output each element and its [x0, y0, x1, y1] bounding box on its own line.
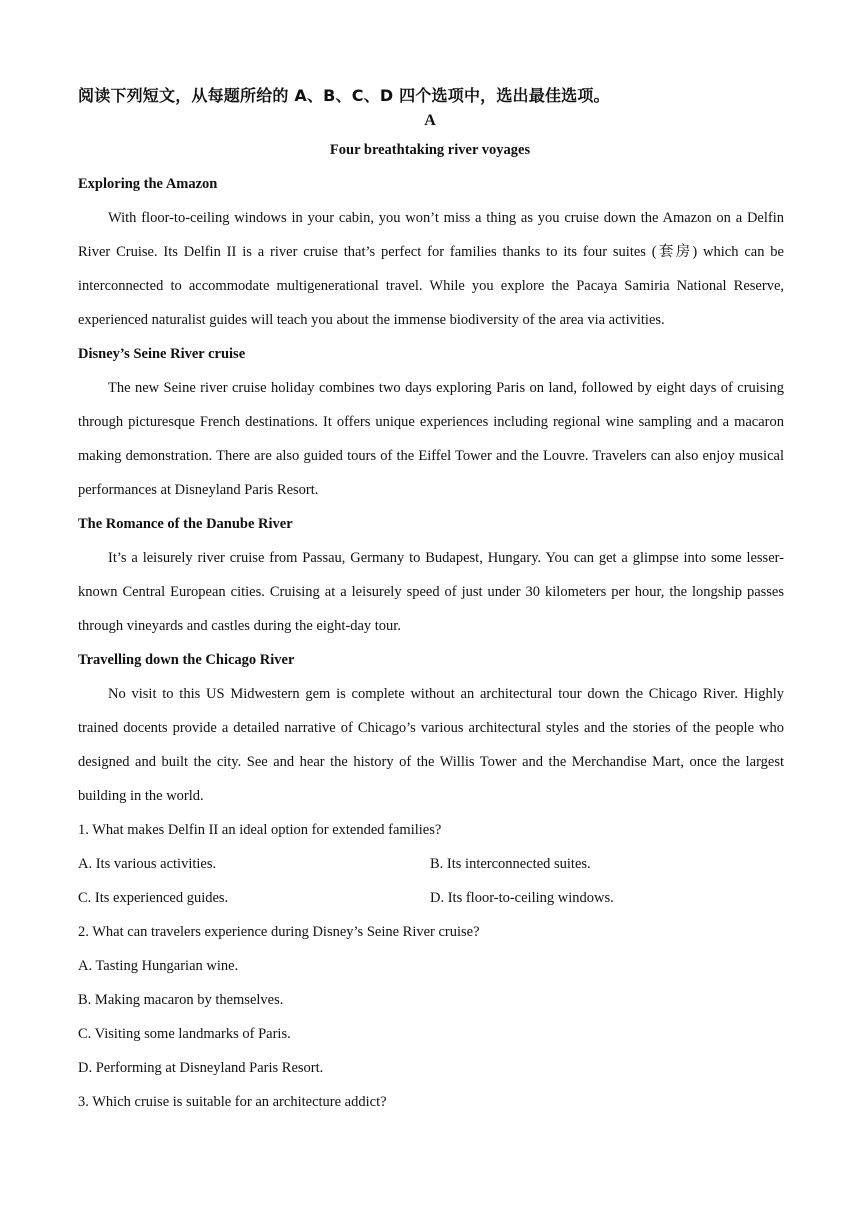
passage-title: Four breathtaking river voyages — [329, 142, 531, 158]
option-b[interactable]: B. Making macaron by themselves. — [78, 992, 284, 1008]
question-stem: 2. What can travelers experience during Disney’s Seine River cruise? — [78, 924, 480, 940]
section-seine — [78, 337, 784, 507]
section-heading: Exploring the Amazon — [78, 176, 218, 192]
section-heading: The Romance of the Danube River — [78, 516, 293, 532]
section-danube — [78, 507, 784, 643]
section-paragraph: It’s a leisurely river cruise from Passau, Germany to Budapest, Hungary. You can get a glimpse into some lesser-known Central European cities. Cruising at a leisurely speed of just under 30 kilometers per hour, the longship passes through vineyards and castles during the eight-day tour. — [78, 550, 784, 634]
section-chicago — [78, 643, 784, 813]
instructions: 阅读下列短文，从每题所给的 A、B、C、D 四个选项中，选出最佳选项。 — [78, 86, 610, 105]
section-heading: Travelling down the Chicago River — [78, 652, 295, 668]
option-row — [78, 881, 784, 915]
option-d[interactable]: D. Its floor-to-ceiling windows. — [430, 890, 614, 906]
question-1 — [78, 813, 784, 915]
question-stem: 1. What makes Delfin II an ideal option for extended families? — [78, 822, 442, 838]
question-stem: 3. Which cruise is suitable for an architecture addict? — [78, 1094, 387, 1110]
option-a[interactable]: A. Its various activities. — [78, 856, 217, 872]
section-amazon — [78, 167, 784, 337]
option-c[interactable]: C. Its experienced guides. — [78, 890, 229, 906]
section-paragraph: The new Seine river cruise holiday combines two days exploring Paris on land, followed by eight days of cruising through picturesque French destinations. It offers unique experiences including regional wine sampling and a macaron making demonstration. There are also guided tours of the Eiffel Tower and the Louvre. Travelers can also enjoy musical performances at Disneyland Paris Resort. — [78, 380, 784, 498]
option-b[interactable]: B. Its interconnected suites. — [430, 856, 591, 872]
section-letter: A — [424, 112, 436, 129]
section-paragraph: No visit to this US Midwestern gem is complete without an architectural tour down the Chicago River. Highly trained docents provide a detailed narrative of Chicago’s various architectural styles and the stories of the people who designed and built the city. See and hear the history of the Willis Tower and the Merchandise Mart, once the largest building in the world. — [78, 686, 784, 804]
option-a[interactable]: A. Tasting Hungarian wine. — [78, 958, 239, 974]
passage-content — [78, 167, 784, 1119]
question-2 — [78, 915, 784, 1085]
question-3 — [78, 1085, 784, 1119]
option-row — [78, 847, 784, 881]
option-c[interactable]: C. Visiting some landmarks of Paris. — [78, 1026, 291, 1042]
option-d[interactable]: D. Performing at Disneyland Paris Resort. — [78, 1060, 324, 1076]
section-paragraph: With floor-to-ceiling windows in your cabin, you won’t miss a thing as you cruise down the Amazon on a Delfin River Cruise. Its Delfin II is a river cruise that’s perfect for families thanks to its four suites (套房) which can be interconnected to accommodate multigenerational travel. While you explore the Pacaya Samiria National Reserve, experienced naturalist guides will teach you about the immense biodiversity of the area via activities. — [78, 210, 784, 328]
section-heading: Disney’s Seine River cruise — [78, 346, 246, 362]
